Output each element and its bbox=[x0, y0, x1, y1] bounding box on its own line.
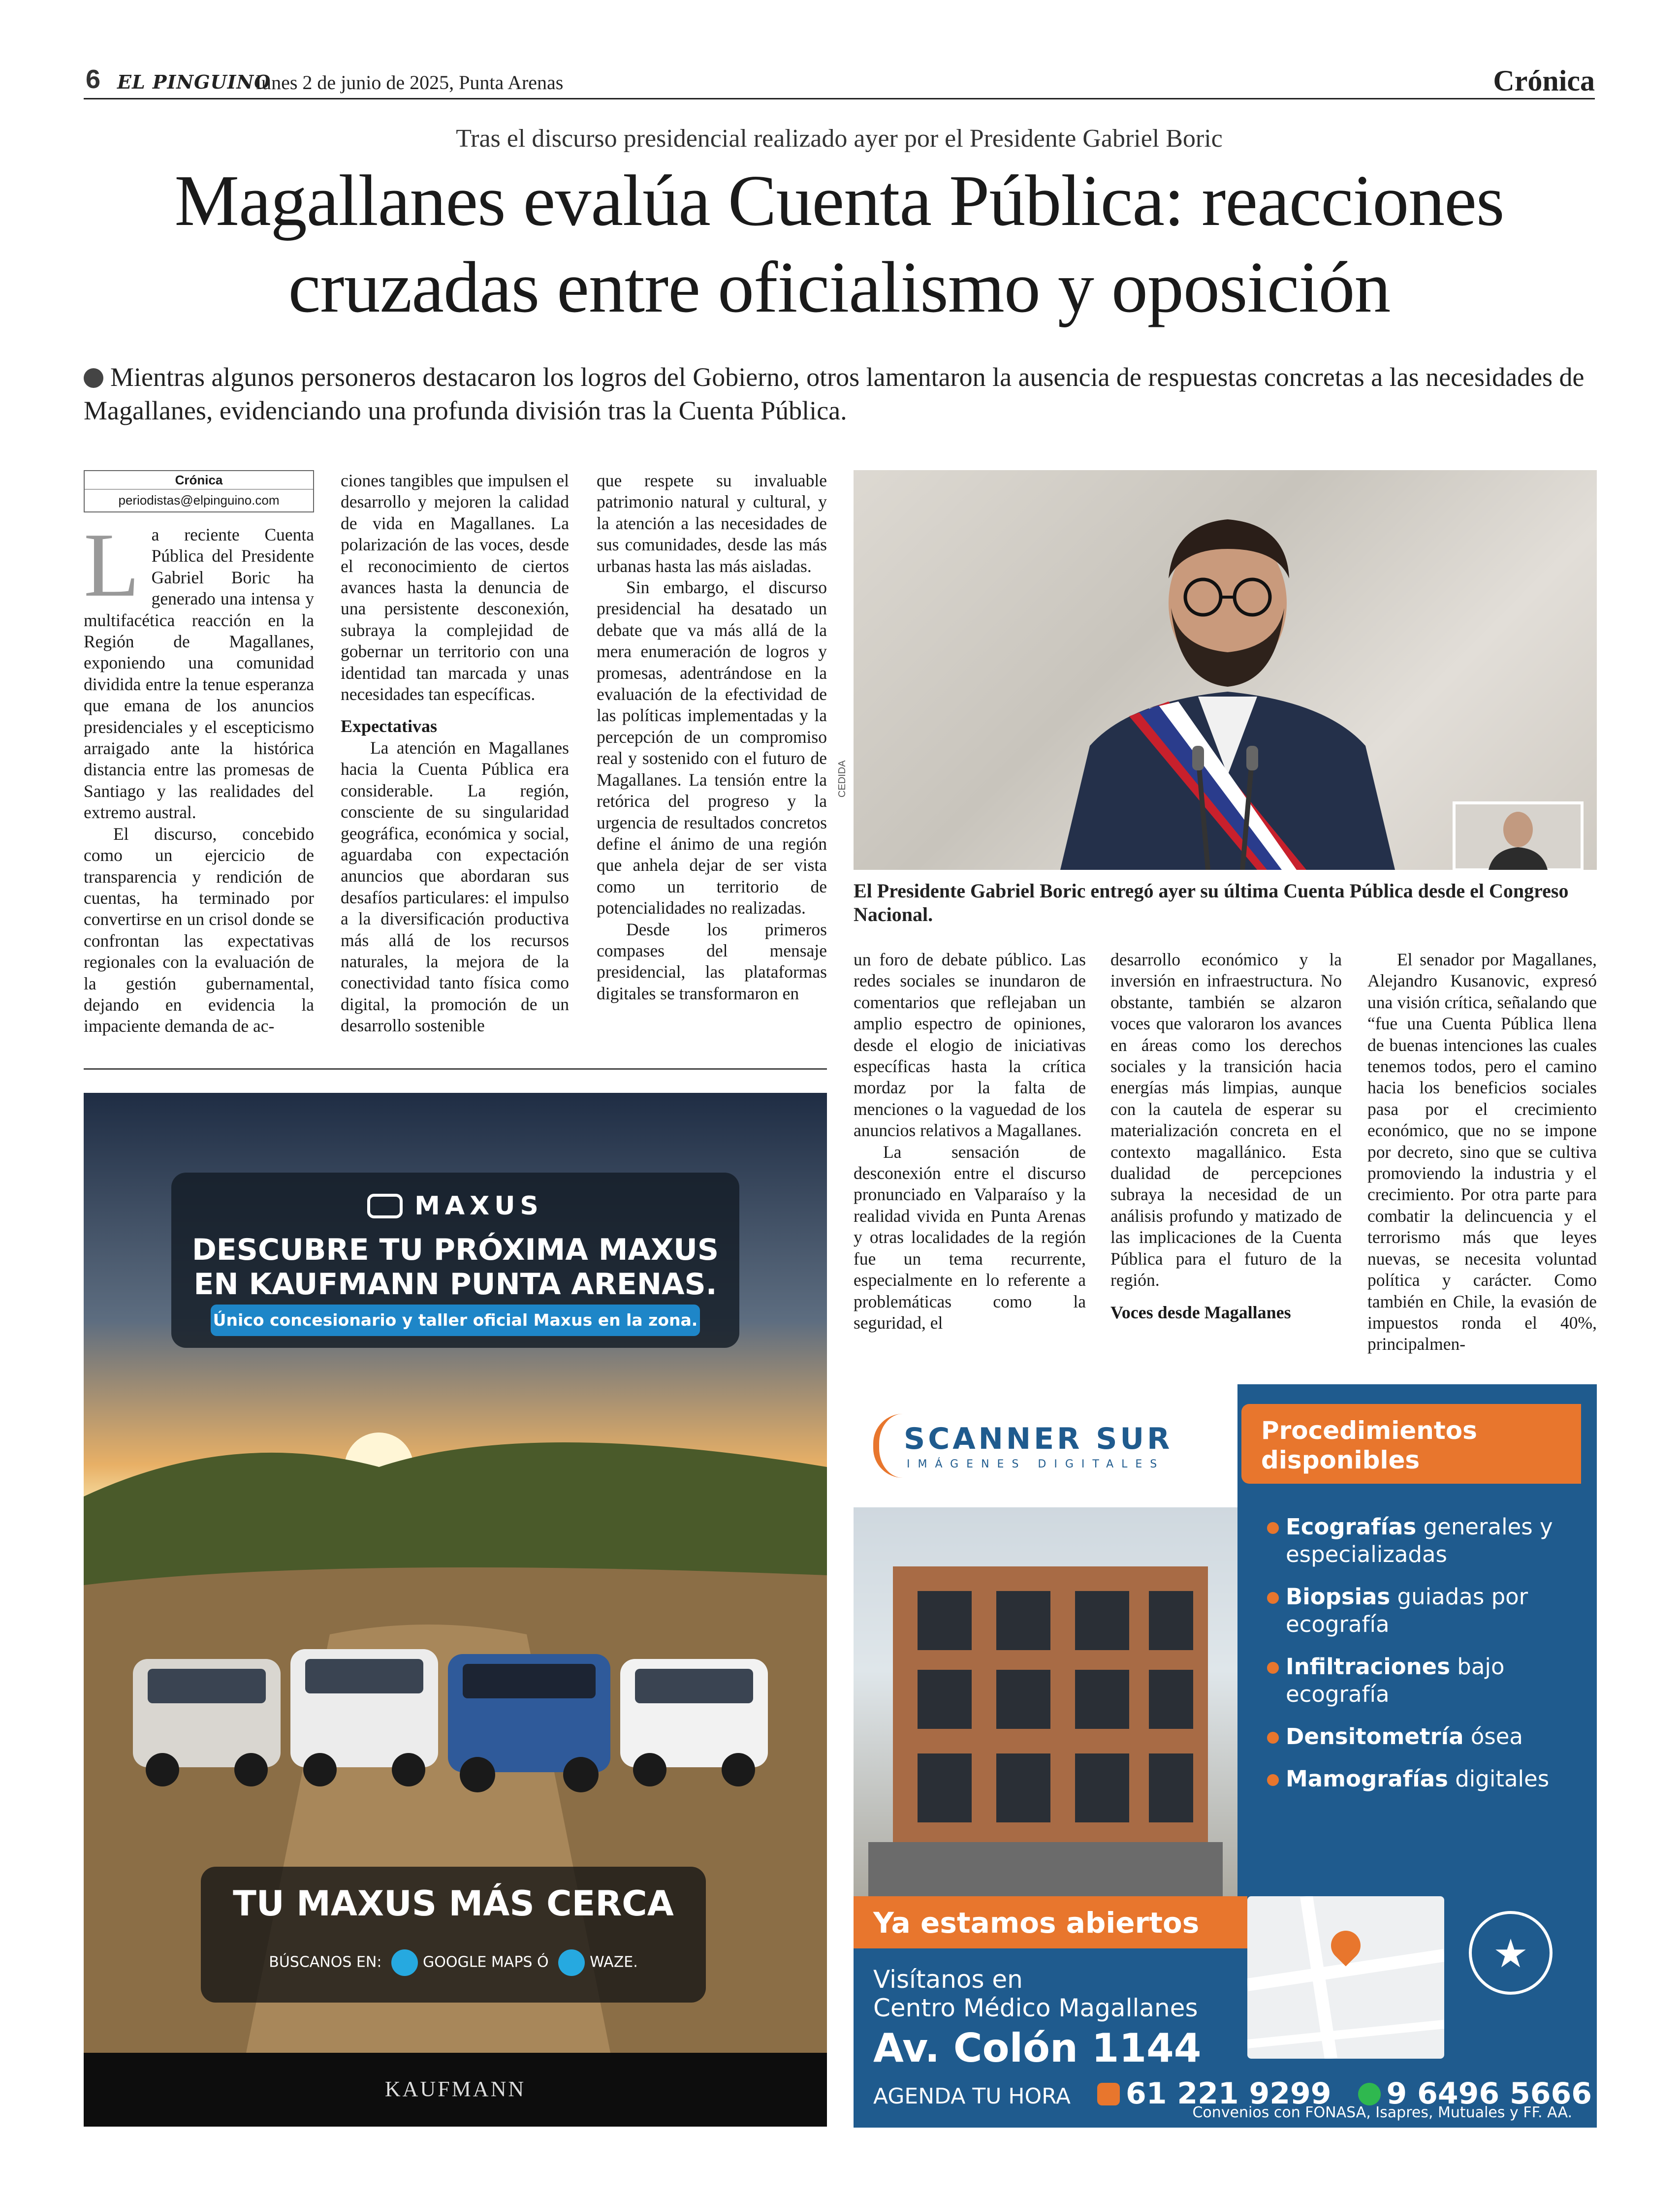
whatsapp-number[interactable]: 9 6496 5666 bbox=[1358, 2076, 1592, 2111]
paragraph: El senador por Magallanes, Alejandro Kusanovic, expresó una visión crítica, señalando que “fue una Cuenta Pública llena de buenas intenciones las cuales tenemos todos, pero el camino hacia los beneficios sociales pasa por el crecimiento económico, que no se impone por decreto, sino que se cultiva promoviendo la industria y el crecimiento. Por otra parte para combatir la delincuencia y el terrorismo más que leyes nuevas, se necesita voluntad política y carácter. Como también en Chile, la evasión de impuestos ronda el 40%, principalmen- bbox=[1367, 950, 1597, 1354]
maxus-tagline: Único concesionario y taller oficial Maxus en la zona. bbox=[211, 1305, 700, 1336]
paragraph: La atención en Magallanes hacia la Cuenta Pública era considerable. La región, consciente de su singularidad geográfica, económica y social, aguardaba con expectación anuncios que abordaran sus desafíos particulares: el impulso a la diversificación productiva más allá de los recursos naturales, la mejora de la conectividad tanto física como digital, la promoción de un desarrollo sostenible bbox=[341, 737, 569, 1036]
scanner-sur-logo: SCANNER SUR IMÁGENES DIGITALES bbox=[854, 1384, 1237, 1507]
subheading-voces: Voces desde Magallanes bbox=[1110, 1302, 1291, 1322]
paragraph: que respete su invaluable patrimonio natural y cultural, y la atención a las necesidades de sus comunidades, desde las más urbanas hasta las más aisladas. bbox=[597, 471, 827, 576]
procedures-header: Procedimientos disponibles bbox=[1241, 1404, 1581, 1484]
star-icon: ★ bbox=[1493, 1933, 1528, 1976]
section-title: Crónica bbox=[1493, 64, 1595, 97]
list-item: Mamografías digitales bbox=[1267, 1765, 1587, 1793]
maxus-logo: MAXUS bbox=[171, 1191, 739, 1221]
newspaper-name: EL PINGUINO bbox=[117, 71, 271, 93]
headline bbox=[84, 158, 1595, 331]
page-number: 6 bbox=[86, 64, 101, 94]
dateline: lunes 2 de junio de 2025, Punta Arenas bbox=[256, 71, 564, 94]
procedures-list bbox=[1267, 1513, 1587, 1808]
paragraph: La sensación de desconexión entre el discurso pronunciado en Valparaíso y la realidad vivida en Punta Arenas y otras localidades de la región fue un tema recurrente, especialmente en lo referente a problemáticas como la seguridad, el bbox=[854, 1142, 1086, 1333]
list-item: Biopsias guiadas por ecografía bbox=[1267, 1583, 1587, 1638]
visit-text: Visítanos en Centro Médico Magallanes bbox=[873, 1965, 1198, 2022]
lead-text: Mientras algunos personeros destacaron los logros del Gobierno, otros lamentaron la ausencia de respuestas concretas a las necesidades de Magallanes, evidenciando una profunda división tras la Cuenta Pública. bbox=[84, 362, 1585, 425]
headline-line-2: cruzadas entre oficialismo y oposición bbox=[288, 247, 1391, 328]
list-item: Infiltraciones bajo ecografía bbox=[1267, 1653, 1587, 1708]
subheading-expectativas: Expectativas bbox=[341, 716, 437, 736]
article-column-1 bbox=[84, 470, 314, 1037]
maxus-advertisement[interactable] bbox=[84, 1093, 827, 2127]
maxus-logo-icon bbox=[367, 1194, 403, 1218]
paragraph: ciones tangibles que impulsen el desarrollo y mejoren la calidad de vida en Magallanes. La polarización de las voces, desde el reconocimiento de ciertos avances hasta la denuncia de una persistente desconexión, subraya la complejidad de gobernar un territorio con una identidad tan marcada y unas necesidades tan específicas. bbox=[341, 471, 569, 704]
clinic-building-photo bbox=[854, 1507, 1237, 1916]
contact-line: AGENDA TU HORA 61 221 9299 9 6496 5666 bbox=[873, 2076, 1592, 2111]
maxus-find-us: BÚSCANOS EN: GOOGLE MAPS Ó WAZE. bbox=[201, 1949, 706, 1976]
maxus-footer bbox=[84, 2053, 827, 2127]
paragraph: El discurso, concebido como un ejercicio de transparencia y rendición de cuentas, ha terminado por convertirse en un crisol donde se confrontan las expectativas regionales con la evaluación de la gestión gubernamental, dejando en evidencia la impaciente demanda de ac- bbox=[84, 824, 314, 1036]
google-maps-icon bbox=[391, 1949, 418, 1976]
page-header bbox=[84, 64, 1595, 99]
president-photo bbox=[854, 470, 1597, 870]
article-column-3 bbox=[597, 470, 827, 1004]
accreditation-seal bbox=[1469, 1911, 1553, 1995]
paragraph: a reciente Cuenta Pública del Presidente Gabriel Boric ha generado una intensa y multifacética reacción en la Región de Magallanes, exponiendo una comunidad dividida entre la tenue esperanza que emana de los anuncios presidenciales y el escepticismo arraigado ante la histórica distancia entre las promesas de Santiago y las realidades del extremo austral. bbox=[84, 525, 314, 823]
paragraph: Desde los primeros compases del mensaje presidencial, las plataformas digitales se transformaron en bbox=[597, 919, 827, 1003]
scanner-sur-advertisement[interactable] bbox=[854, 1384, 1597, 2128]
location-map[interactable] bbox=[1247, 1896, 1444, 2059]
building-illustration bbox=[854, 1507, 1237, 1916]
president-illustration bbox=[854, 470, 1597, 870]
phone-icon bbox=[1097, 2083, 1120, 2105]
paragraph: un foro de debate público. Las redes sociales se inundaron de comentarios que reflejaban un amplio espectro de opiniones, desde el elogio de iniciativas específicas hasta la crítica mordaz por la falta de menciones o la vaguedad de los anuncios relativos a Magallanes. bbox=[854, 950, 1086, 1141]
map-streets bbox=[1247, 1896, 1444, 2059]
lead-paragraph bbox=[84, 360, 1595, 427]
photo-credit: CEDIDA bbox=[837, 760, 848, 797]
conventions-text: Convenios con FONASA, Isapres, Mutuales y FF. AA. bbox=[1192, 2104, 1572, 2121]
byline-email[interactable]: periodistas@elpinguino.com bbox=[118, 493, 280, 508]
maxus-headline-box bbox=[171, 1173, 739, 1348]
article-column-6 bbox=[1367, 949, 1597, 1355]
article-column-5 bbox=[1110, 949, 1342, 1323]
drop-cap: L bbox=[84, 514, 140, 616]
list-item: Ecografías generales y especializadas bbox=[1267, 1513, 1587, 1568]
kicker: Tras el discurso presidencial realizado ayer por el Presidente Gabriel Boric bbox=[456, 125, 1223, 153]
address[interactable]: Av. Colón 1144 bbox=[873, 2025, 1202, 2071]
phone-number[interactable]: 61 221 9299 bbox=[1097, 2076, 1331, 2111]
waze-icon bbox=[558, 1949, 585, 1976]
paragraph: Sin embargo, el discurso presidencial ha desatado un debate que va más allá de la mera enumeración de logros y promesas, adentrándose en la evaluación de la efectividad de las políticas implementadas y la percepción de un compromiso real y sostenido con el futuro de Magallanes. La tensión entre la retórica del progreso y la urgencia de resultados concretos define el ánimo de una región que anhela dejar de ser vista como un territorio de potencialidades no realizadas. bbox=[597, 577, 827, 918]
maxus-cta-box[interactable] bbox=[201, 1867, 706, 2003]
divider bbox=[84, 1068, 827, 1070]
kaufmann-logo: KAUFMANN bbox=[384, 2077, 526, 2101]
headline-line-1: Magallanes evalúa Cuenta Pública: reacciones bbox=[174, 160, 1504, 241]
byline bbox=[84, 470, 314, 512]
maxus-slogan: TU MAXUS MÁS CERCA bbox=[233, 1883, 674, 1924]
now-open-banner: Ya estamos abiertos bbox=[854, 1896, 1247, 1948]
maxus-title: DESCUBRE TU PRÓXIMA MAXUS EN KAUFMANN PUNTA ARENAS. bbox=[191, 1233, 719, 1302]
bullet-icon bbox=[84, 368, 103, 388]
list-item: Densitometría ósea bbox=[1267, 1723, 1587, 1751]
byline-section: Crónica bbox=[85, 471, 313, 490]
paragraph: desarrollo económico y la inversión en infraestructura. No obstante, también se alzaron voces que valoraron los avances en áreas como los derechos sociales y la transición hacia energías más limpias, aunque con la cautela de esperar su materialización concreta en el contexto magallánico. Esta dualidad de percepciones subraya la necesidad de un análisis profundo y matizado de las implicaciones de la Cuenta Pública para el futuro de la región. bbox=[1110, 950, 1342, 1290]
whatsapp-icon bbox=[1358, 2083, 1381, 2105]
article-column-4 bbox=[854, 949, 1086, 1334]
photo-caption: El Presidente Gabriel Boric entregó ayer su última Cuenta Pública desde el Congreso Nacional. bbox=[854, 880, 1569, 925]
article-column-2 bbox=[341, 470, 569, 1037]
